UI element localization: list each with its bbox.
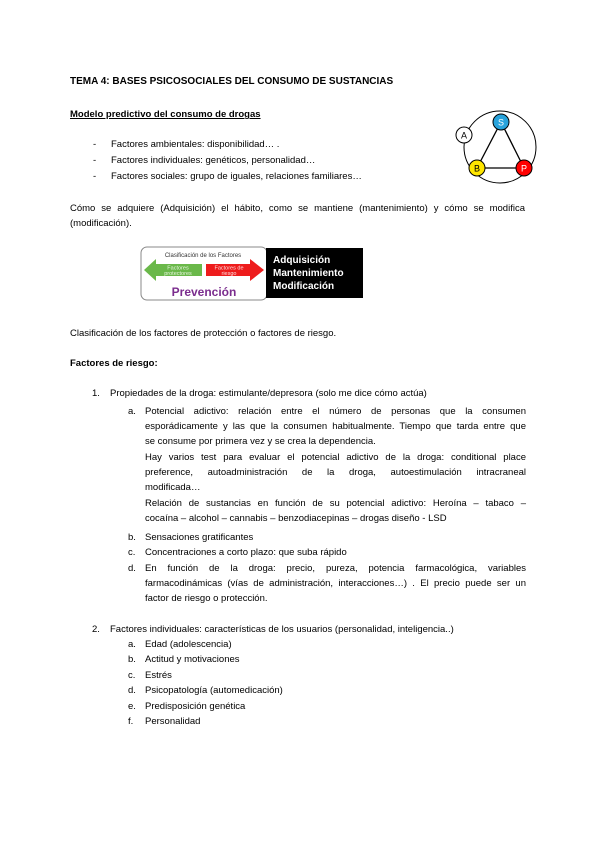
item-1a-line-7: Relación de sustancias en función de su potencial adictivo: Heroína – tabaco –: [145, 498, 526, 509]
node-s-label: S: [497, 117, 505, 128]
item-1b-text: Sensaciones gratificantes: [145, 532, 254, 543]
risk-factors-heading: Factores de riesgo:: [70, 358, 158, 369]
list-item: Actitud y motivaciones: [145, 654, 240, 665]
acquisition-box-line-1: Adquisición: [273, 255, 331, 266]
bullet-dash: -: [93, 155, 97, 166]
list-item: Estrés: [145, 670, 172, 681]
node-b-label: B: [473, 163, 481, 174]
list-item: Factores individuales: genéticos, personalidad…: [111, 155, 316, 166]
acquisition-box-line-3: Modificación: [273, 281, 335, 292]
classification-text: Clasificación de los factores de protección o factores de riesgo.: [70, 328, 337, 339]
item-1a-line-6: modificada…: [145, 482, 201, 493]
sub-letter: f.: [128, 716, 134, 727]
list-number-1: 1.: [92, 388, 100, 399]
risk-arrow-label-2: riesgo: [221, 271, 237, 277]
item-1c-text: Concentraciones a corto plazo: que suba rápido: [145, 547, 347, 558]
item-1a-line-4: Hay varios test para evaluar el potencial adictivo de la droga: conditional place: [145, 452, 526, 463]
list-number-2: 2.: [92, 624, 100, 635]
list-item: Factores ambientales: disponibilidad… .: [111, 139, 280, 150]
item-1d-line-1: En función de la droga: precio, pureza, potencia farmacológica, variables: [145, 563, 526, 574]
bullet-dash: -: [93, 171, 97, 182]
sub-letter-d: d.: [128, 563, 136, 574]
list-item: Edad (adolescencia): [145, 639, 232, 650]
sub-letter: d.: [128, 685, 136, 696]
sub-letter: a.: [128, 639, 136, 650]
item-1a-line-2: esporádicamente y las que la consumen habitualmente. Tiempo que tarda entre que: [145, 421, 526, 432]
protective-arrow-label-2: protectores: [164, 271, 192, 277]
list-item: Predisposición genética: [145, 701, 246, 712]
item-1a-line-1: Potencial adictivo: relación entre el número de personas que la consumen: [145, 406, 526, 417]
bullet-dash: -: [93, 139, 97, 150]
acquisition-box-line-2: Mantenimiento: [273, 268, 344, 279]
sub-letter-c: c.: [128, 547, 136, 558]
item-1d-line-3: factor de riesgo o protección.: [145, 593, 268, 604]
acquisition-paragraph: Cómo se adquiere (Adquisición) el hábito, como se mantiene (mantenimiento) y cómo se modifica (modificación).: [70, 203, 525, 229]
page-title: TEMA 4: BASES PSICOSOCIALES DEL CONSUMO DE SUSTANCIAS: [70, 76, 394, 87]
list-item: Factores sociales: grupo de iguales, relaciones familiares…: [111, 171, 362, 182]
item-1d-line-2: farmacodinámicas (vías de administración, interacciones…) . El precio puede ser un: [145, 578, 526, 589]
sub-letter-a: a.: [128, 406, 136, 417]
node-a-label: A: [460, 130, 468, 141]
item-1a-line-3: se consume por primera vez y se crea la dependencia.: [145, 436, 376, 447]
prevention-label: Prevención: [171, 285, 237, 299]
risk-arrow-label-1: Factores de: [214, 265, 244, 272]
node-p-label: P: [520, 163, 528, 174]
item-2-text: Factores individuales: características de los usuarios (personalidad, inteligencia..): [110, 624, 454, 635]
sub-letter-b: b.: [128, 532, 136, 543]
classification-diagram: [140, 246, 270, 302]
section-heading-model: Modelo predictivo del consumo de drogas: [70, 109, 261, 120]
diagram-header: Clasificación de los Factores: [164, 253, 242, 259]
item-1a-line-5: preference, autoadministración de la droga, autoestimulación intracraneal: [145, 467, 526, 478]
sub-letter: e.: [128, 701, 136, 712]
protective-arrow-label-1: Factores: [167, 265, 189, 272]
acquisition-box: [266, 248, 363, 298]
item-1a-line-8: cocaína – alcohol – cannabis – benzodiacepinas – drogas diseño - LSD: [145, 513, 447, 524]
sub-letter: c.: [128, 670, 136, 681]
list-item: Personalidad: [145, 716, 201, 727]
sub-letter: b.: [128, 654, 136, 665]
factors-triangle-diagram: [450, 110, 545, 185]
list-item: Psicopatología (automedicación): [145, 685, 283, 696]
item-1-text: Propiedades de la droga: estimulante/depresora (solo me dice cómo actúa): [110, 388, 427, 399]
